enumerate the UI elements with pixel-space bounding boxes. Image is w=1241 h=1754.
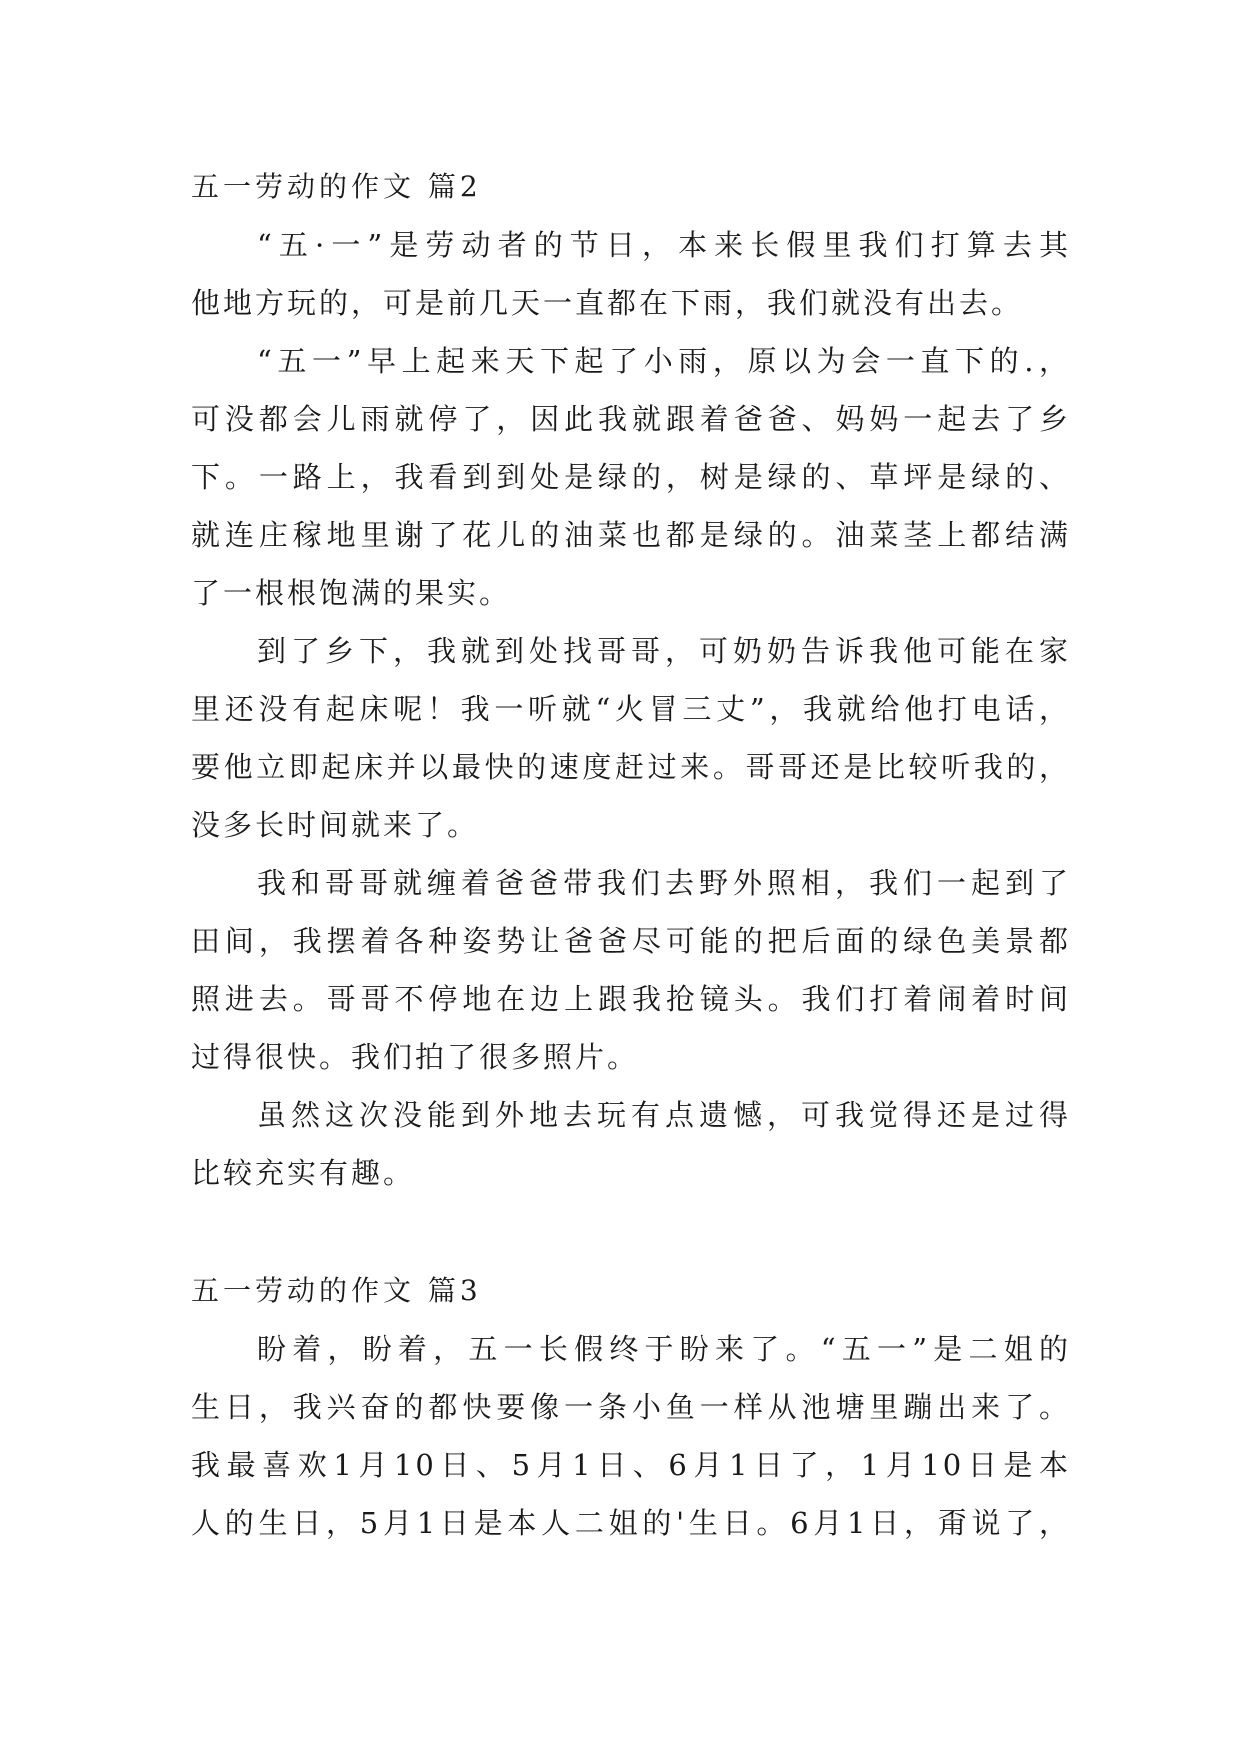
text-line: 里还没有起床呢！我一听就“火冒三丈”，我就给他打电话， (191, 692, 1071, 726)
paragraph (191, 1086, 1071, 1202)
text-line: 下。一路上，我看到到处是绿的，树是绿的、草坪是绿的、 (191, 460, 1071, 494)
text-line: 就连庄稼地里谢了花儿的油菜也都是绿的。油菜茎上都结满 (191, 518, 1071, 552)
paragraph (191, 1320, 1071, 1552)
text-line: 生日，我兴奋的都快要像一条小鱼一样从池塘里蹦出来了。 (191, 1390, 1071, 1424)
text-line: 到了乡下，我就到处找哥哥，可奶奶告诉我他可能在家 (257, 634, 1071, 668)
text-line: 可没都会儿雨就停了，因此我就跟着爸爸、妈妈一起去了乡 (191, 402, 1071, 436)
text-line: 人的生日，5月1日是本人二姐的'生日。6月1日，甭说了， (191, 1506, 1071, 1540)
text-line: 田间，我摆着各种姿势让爸爸尽可能的把后面的绿色美景都 (191, 924, 1071, 958)
paragraph (191, 216, 1071, 332)
text-line: 过得很快。我们拍了很多照片。 (191, 1040, 640, 1074)
paragraph (191, 622, 1071, 854)
text-line: 我和哥哥就缠着爸爸带我们去野外照相，我们一起到了 (257, 866, 1071, 900)
text-line: 我最喜欢1月10日、5月1日、6月1日了，1月10日是本 (191, 1448, 1071, 1482)
text-line: 他地方玩的，可是前几天一直都在下雨，我们就没有出去。 (191, 286, 1024, 320)
essay-section-3 (191, 1262, 1071, 1552)
text-line: 盼着，盼着，五一长假终于盼来了。“五一”是二姐的 (257, 1332, 1071, 1366)
paragraph (191, 854, 1071, 1086)
section-heading: 五一劳动的作文 篇3 (191, 1274, 482, 1307)
text-line: 要他立即起床并以最快的速度赶过来。哥哥还是比较听我的， (191, 750, 1071, 784)
text-line: 没多长时间就来了。 (191, 808, 480, 842)
paragraph (191, 332, 1071, 622)
text-line: 虽然这次没能到外地去玩有点遗憾，可我觉得还是过得 (257, 1098, 1071, 1132)
text-line: 照进去。哥哥不停地在边上跟我抢镜头。我们打着闹着时间 (191, 982, 1071, 1016)
text-line: “五·一”是劳动者的节日，本来长假里我们打算去其 (257, 228, 1071, 262)
essay-section-2 (191, 158, 1071, 1202)
text-line: 比较充实有趣。 (191, 1156, 416, 1190)
section-heading: 五一劳动的作文 篇2 (191, 170, 482, 203)
text-line: “五一”早上起来天下起了小雨，原以为会一直下的.， (257, 344, 1071, 378)
text-line: 了一根根饱满的果实。 (191, 576, 512, 610)
